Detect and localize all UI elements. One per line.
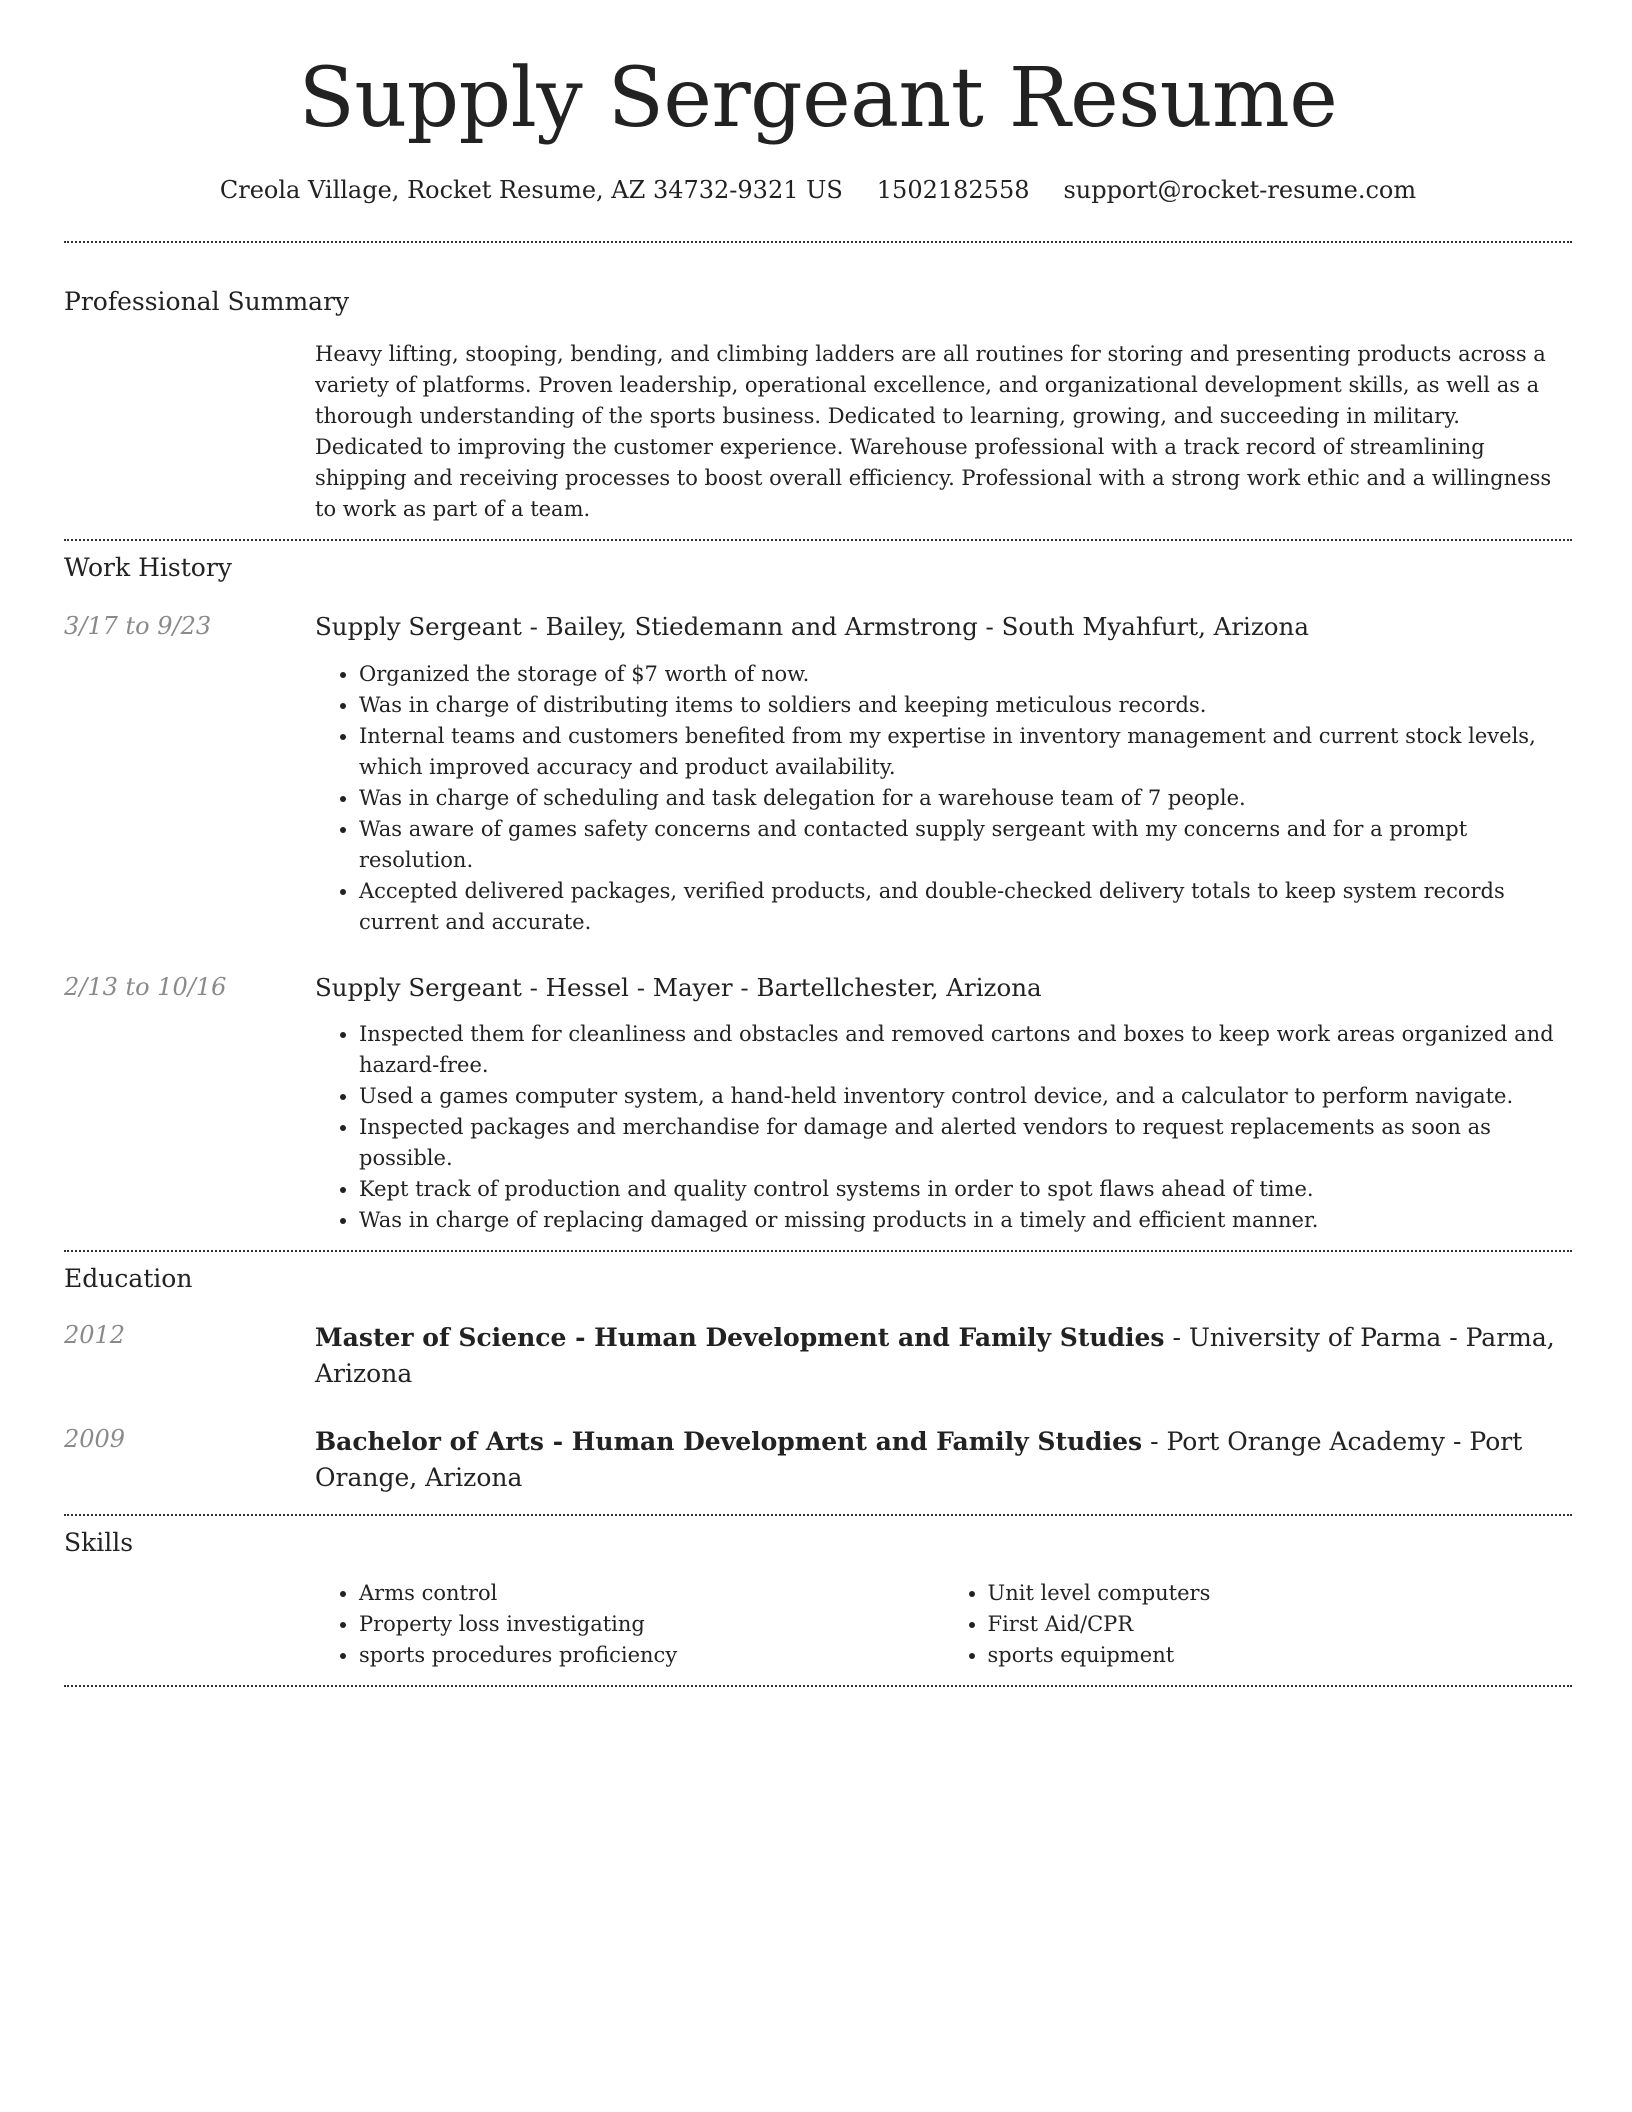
list-item: • Inspected packages and merchandise for damage and alerted vendors to request replacements as soon as possible. bbox=[359, 1112, 1572, 1174]
job-bullets bbox=[315, 659, 1572, 938]
skills-grid bbox=[315, 1578, 1572, 1671]
skill-item: • Unit level computers bbox=[988, 1578, 1573, 1609]
list-item: • Kept track of production and quality control systems in order to spot flaws ahead of time. bbox=[359, 1174, 1572, 1205]
contact-line bbox=[64, 176, 1572, 205]
list-item: • Accepted delivered packages, verified products, and double-checked delivery totals to keep system records current and accurate. bbox=[359, 876, 1572, 938]
list-item: • Was in charge of replacing damaged or missing products in a timely and efficient manner. bbox=[359, 1205, 1572, 1236]
resume-page bbox=[64, 0, 1572, 1687]
education-detail bbox=[315, 1320, 1572, 1392]
education-year: 2012 bbox=[64, 1321, 126, 1350]
degree-name: Master of Science - Human Development and Family Studies bbox=[315, 1323, 1165, 1353]
resume-title: Supply Sergeant Resume bbox=[298, 51, 1338, 146]
school-location: - University of Parma - Parma, Arizona bbox=[315, 1323, 1555, 1389]
list-item: • Organized the storage of $7 worth of now. bbox=[359, 659, 1572, 690]
job-entry bbox=[64, 972, 1572, 1237]
contact-address: Creola Village, Rocket Resume, AZ 34732-9321 US bbox=[219, 176, 843, 204]
resume-header bbox=[64, 0, 1572, 205]
job-dates: 3/17 to 9/23 bbox=[64, 611, 212, 640]
education-entry bbox=[64, 1424, 1572, 1496]
contact-email: support@rocket-resume.com bbox=[1063, 176, 1417, 204]
section-title-education: Education bbox=[64, 1264, 193, 1294]
education-section bbox=[64, 1252, 1572, 1496]
list-item: • Used a games computer system, a hand-held inventory control device, and a calculator to perform navigate. bbox=[359, 1081, 1572, 1112]
divider bbox=[64, 1685, 1572, 1687]
job-bullets bbox=[315, 1019, 1572, 1236]
skill-item: • First Aid/CPR bbox=[988, 1609, 1573, 1640]
job-dates: 2/13 to 10/16 bbox=[64, 972, 227, 1001]
education-year: 2009 bbox=[64, 1425, 126, 1454]
list-item: • Was in charge of distributing items to soldiers and keeping meticulous records. bbox=[359, 690, 1572, 721]
list-item: • Was in charge of scheduling and task delegation for a warehouse team of 7 people. bbox=[359, 783, 1572, 814]
section-title-skills: Skills bbox=[64, 1528, 134, 1558]
degree-name: Bachelor of Arts - Human Development and Family Studies bbox=[315, 1427, 1143, 1457]
list-item: • Internal teams and customers benefited from my expertise in inventory management and current stock levels, which improved accuracy and product availability. bbox=[359, 721, 1572, 783]
skills-section bbox=[64, 1516, 1572, 1671]
section-title-work: Work History bbox=[64, 552, 232, 582]
contact-phone: 1502182558 bbox=[876, 176, 1030, 204]
summary-section bbox=[64, 243, 1572, 525]
education-detail bbox=[315, 1424, 1572, 1496]
job-heading: Supply Sergeant - Bailey, Stiedemann and Armstrong - South Myahfurt, Arizona bbox=[315, 611, 1309, 641]
school-location: - Port Orange Academy - Port Orange, Arizona bbox=[315, 1427, 1523, 1493]
skills-column-2 bbox=[944, 1578, 1573, 1671]
job-heading: Supply Sergeant - Hessel - Mayer - Bartellchester, Arizona bbox=[315, 972, 1042, 1002]
skill-item: • sports procedures proficiency bbox=[359, 1640, 944, 1671]
list-item: • Was aware of games safety concerns and contacted supply sergeant with my concerns and for a prompt resolution. bbox=[359, 814, 1572, 876]
section-title-summary: Professional Summary bbox=[64, 286, 350, 316]
work-section bbox=[64, 541, 1572, 1237]
list-item: • Inspected them for cleanliness and obstacles and removed cartons and boxes to keep work areas organized and hazard-free. bbox=[359, 1019, 1572, 1081]
job-entry bbox=[64, 611, 1572, 938]
summary-text: Heavy lifting, stooping, bending, and climbing ladders are all routines for storing and presenting products across a variety of platforms. Proven leadership, operational excellence, and organizational development skills, as well as a thorough understanding of the sports business. Dedicated to learning, growing, and succeeding in military. Dedicated to improving the customer experience. Warehouse professional with a track record of streamlining shipping and receiving processes to boost overall efficiency. Professional with a strong work ethic and a willingness to work as part of a team. bbox=[315, 341, 1552, 521]
skills-column-1 bbox=[315, 1578, 944, 1671]
skill-item: • Arms control bbox=[359, 1578, 944, 1609]
skill-item: • Property loss investigating bbox=[359, 1609, 944, 1640]
skill-item: • sports equipment bbox=[988, 1640, 1573, 1671]
education-entry bbox=[64, 1320, 1572, 1392]
